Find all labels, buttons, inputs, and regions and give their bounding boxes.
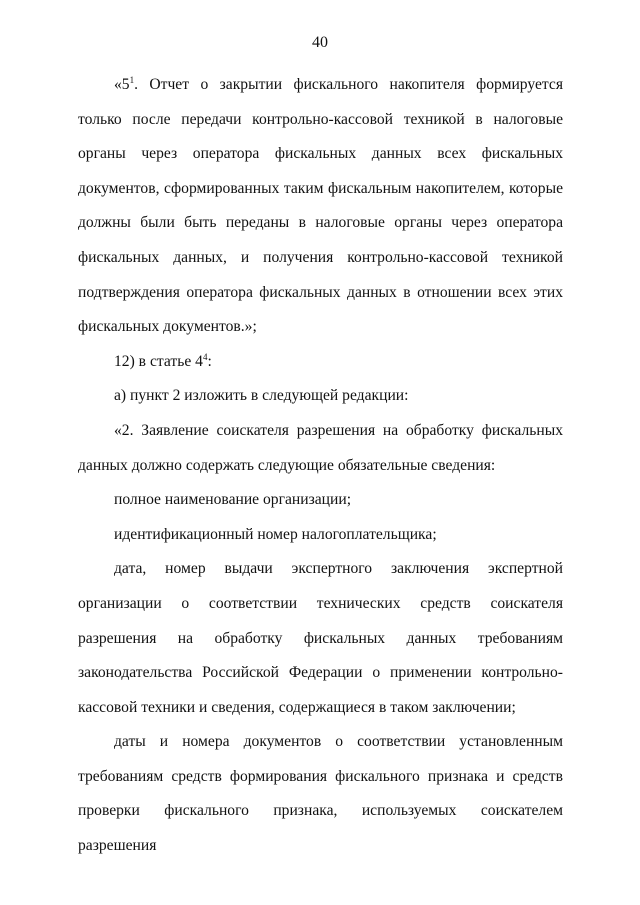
paragraph-documents-compliance: даты и номера документов о соответствии установленным требованиям средств формирования фискального признака и средств проверки фискального признака, используемых соискателем разрешения <box>78 733 563 855</box>
page-number: 40 <box>312 34 328 51</box>
paragraph-report-closing <box>78 68 563 345</box>
document-body <box>78 68 563 864</box>
paragraph-expert-conclusion: дата, номер выдачи экспертного заключения экспертной организации о соответствии технических средств соискателя разрешения на обработку фискальных данных требованиям законодательства Российской Федерации о применении контрольно-кассовой техники и сведения, содержащиеся в таком заключении; <box>78 560 563 716</box>
paragraph-article-amendment <box>78 345 563 380</box>
superscript: 1 <box>129 75 135 85</box>
paragraph-text-start: 12) в статье 4 <box>114 352 203 370</box>
paragraph-item-a: а) пункт 2 изложить в следующей редакции: <box>114 387 409 405</box>
paragraph-full-name: полное наименование организации; <box>114 491 352 509</box>
paragraph-text-start: «5 <box>114 76 130 93</box>
paragraph-application-requirements: «2. Заявление соискателя разрешения на обработку фискальных данных должно содержать следующие обязательные сведения: <box>78 421 563 474</box>
superscript: 4 <box>202 351 208 362</box>
paragraph-text-rest: : <box>207 352 212 370</box>
paragraph-taxpayer-id: идентификационный номер налогоплательщика; <box>114 525 437 543</box>
paragraph-text-rest: . Отчет о закрытии фискального накопителя формируется только после передачи контрольно-кассовой техникой в налоговые органы через оператора фискальных данных всех фискальных документов, сформированных таким фискальным накопителем, которые должны были быть переданы в налоговые органы через оператора фискальных данных, и получения контрольно-кассовой техникой подтверждения оператора фискальных данных в отношении всех этих фискальных документов.»; <box>78 76 563 336</box>
